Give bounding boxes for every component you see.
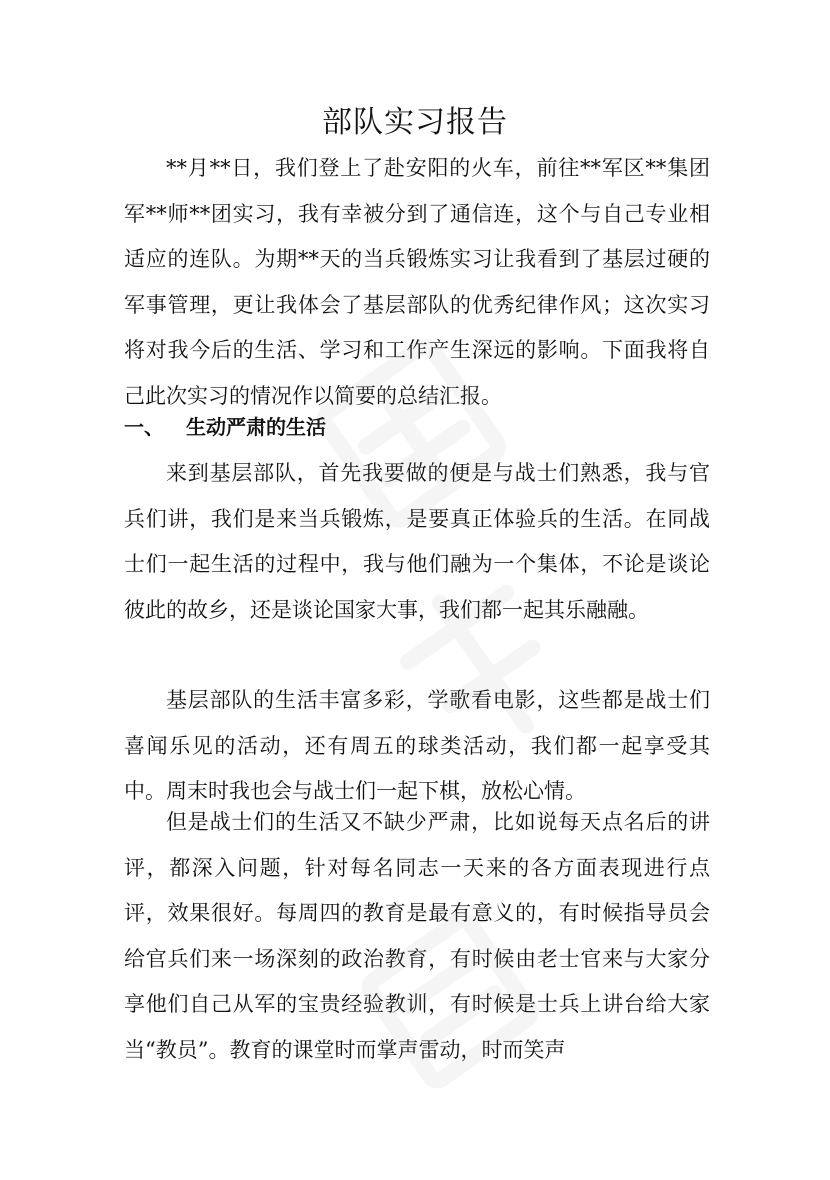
section-heading: [124, 405, 326, 449]
body-paragraph: 来到基层部队，首先我要做的便是与战士们熟悉，我与官兵们讲，我们是来当兵锻炼，是要真正体验兵的生活。在同战士们一起生活的过程中，我与他们融为一个集体，不论是谈论彼此的故乡，还是谈论国家大事，我们都一起其乐融融。: [124, 461, 710, 622]
intro-paragraph: **月**日，我们登上了赴安阳的火车，前往**军区**集团军**师**团实习，我有幸被分到了通信连，这个与自己专业相适应的连队。为期**天的当兵锻炼实习让我看到了基层过硬的军事管理，更让我体会了基层部队的优秀纪律作风；这次实习将对我今后的生活、学习和工作产生深远的影响。下面我将自己此次实习的情况作以简要的总结汇报。: [124, 156, 710, 408]
body-paragraph: 基层部队的生活丰富多彩，学歌看电影，这些都是战士们喜闻乐见的活动，还有周五的球类活动，我们都一起享受其中。周末时我也会与战士们一起下棋，放松心情。: [124, 688, 710, 803]
body-paragraph: 但是战士们的生活又不缺少严肃，比如说每天点名后的讲评，都深入问题，针对每名同志一天来的各方面表现进行点评，效果很好。每周四的教育是最有意义的，有时候指导员会给官兵们来一场深刻的政治教育，有时候由老士官来与大家分享他们自己从军的宝贵经验教训，有时候是士兵上讲台给大家当“教员”。教育的课堂时而掌声雷动，时而笑声: [124, 810, 710, 1062]
section-title: 生动严肃的生活: [186, 415, 326, 439]
section-number: 一、: [124, 415, 164, 439]
page-title: 部队实习报告: [322, 105, 508, 140]
